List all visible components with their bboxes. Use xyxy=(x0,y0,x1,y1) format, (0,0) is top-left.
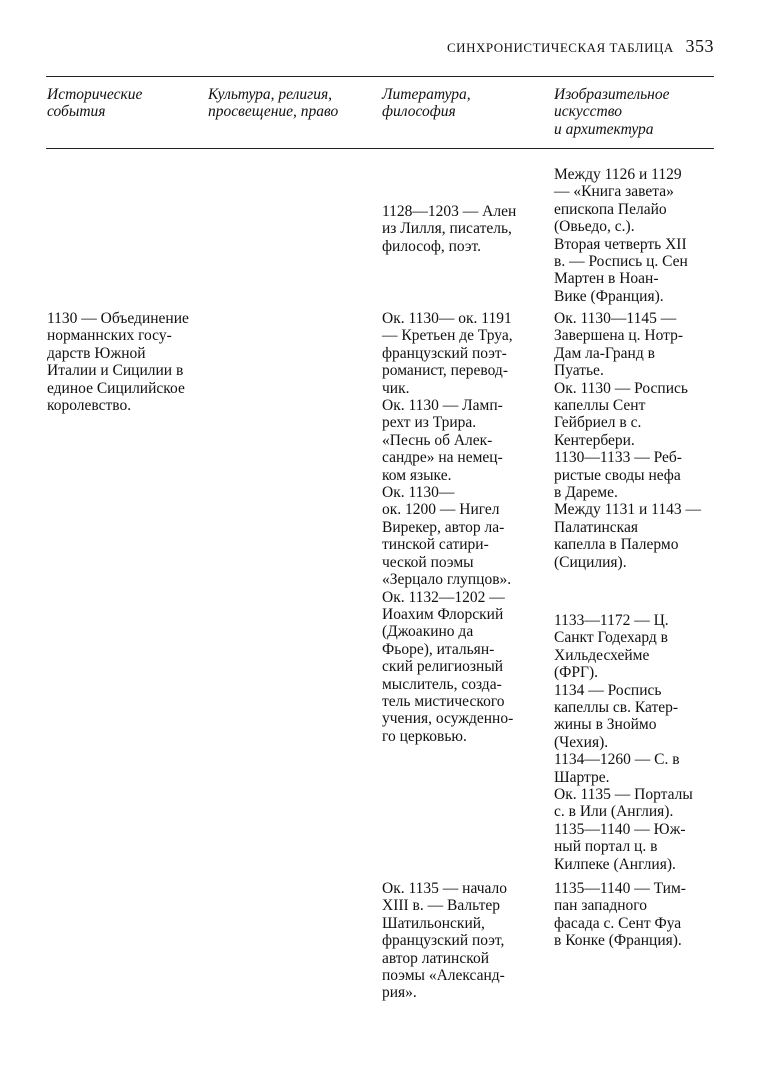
art-entry-1130: Ок. 1130—1145 — Завершена ц. Нотр- Дам ла-Гранд в Пуатье. Ок. 1130 — Роспись капеллы Сент Гейбриел в с. Кентербери. 1130—1133 — Реб- ристые своды нефа в Дареме. Между 1131 и 1143 — Палатинская капелла в Палермо (Сицилия). xyxy=(554,310,701,571)
column-header-art: Изобразительное искусство и архитектура xyxy=(554,86,670,138)
running-head xyxy=(447,36,714,57)
art-entry-1126: Между 1126 и 1129 — «Книга завета» епископа Пелайо (Овьедо, с.). Вторая четверть XII в. — Роспись ц. Сен Мартен в Ноан- Вике (Франция). xyxy=(554,166,688,305)
literature-entry-1135: Ок. 1135 — начало XIII в. — Вальтер Шатильонский, французский поэт, автор латинской поэмы «Александ- рия». xyxy=(382,880,507,1002)
art-entry-1135: 1135—1140 — Тим- пан западного фасада с. Сент Фуа в Конке (Франция). xyxy=(554,880,686,950)
history-entry-1130: 1130 — Объединение норманнских госу- дарств Южной Италии и Сицилии в единое Сицилийское королевство. xyxy=(47,310,189,415)
column-header-literature: Литература, философия xyxy=(382,86,471,121)
column-header-history: Исторические события xyxy=(47,86,143,121)
header-bottom-rule xyxy=(46,148,714,149)
page-number: 353 xyxy=(685,36,714,56)
header-top-rule xyxy=(46,76,714,77)
literature-entry-1128: 1128—1203 — Ален из Лилля, писатель, философ, поэт. xyxy=(382,203,517,255)
running-head-title: СИНХРОНИСТИЧЕСКАЯ ТАБЛИЦА xyxy=(447,40,674,55)
art-entry-1133: 1133—1172 — Ц. Санкт Годехард в Хильдесхейме (ФРГ). 1134 — Роспись капеллы св. Катер- жины в Зноймо (Чехия). 1134—1260 — С. в Шартре. Ок. 1135 — Порталы с. в Или (Англия). 1135—1140 — Юж- ный портал ц. в Килпеке (Англия). xyxy=(554,612,693,873)
literature-entry-1130: Ок. 1130— ок. 1191 — Кретьен де Труа, французский поэт- романист, перевод- чик. Ок. 1130 — Ламп- рехт из Трира. «Песнь об Алек- сандре» на немец- ком языке. Ок. 1130— ок. 1200 — Нигел Вирекер, автор ла- тинской сатири- ческой поэмы «Зерцало глупцов». Ок. 1132—1202 — Иоахим Флорский (Джоакино да Фьоре), итальян- ский религиозный мыслитель, созда- тель мистического учения, осужденно- го церковью. xyxy=(382,310,514,745)
column-header-culture: Культура, религия, просвещение, право xyxy=(208,86,339,121)
